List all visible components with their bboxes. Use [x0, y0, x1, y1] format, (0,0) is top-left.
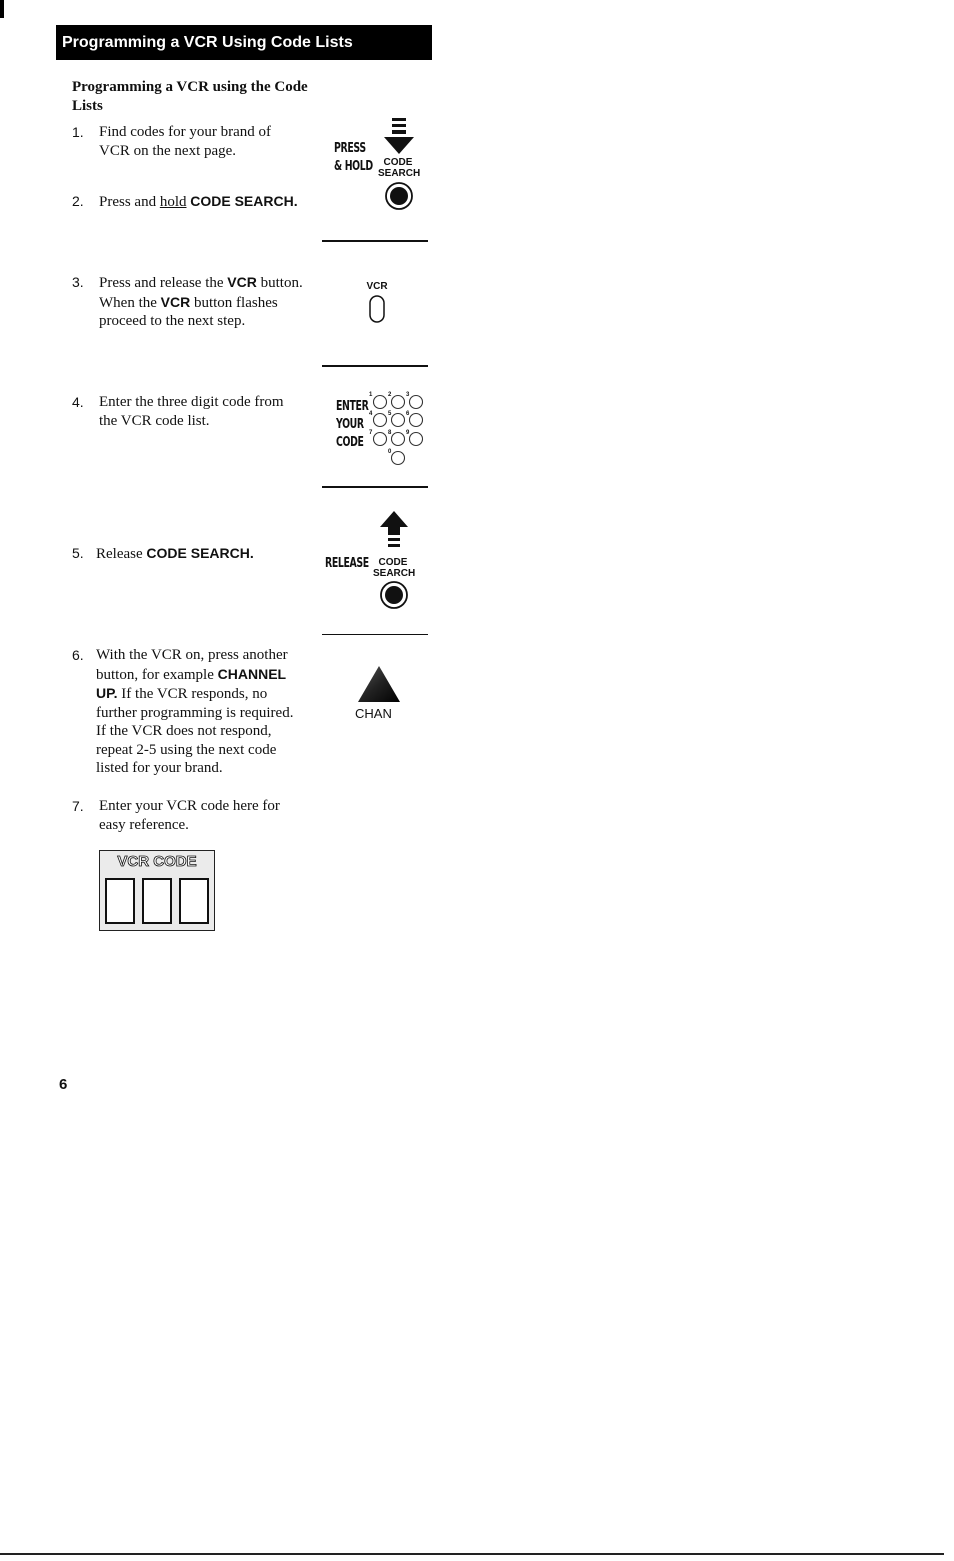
step-number: 2. [72, 193, 84, 209]
text-fragment: Release [96, 546, 147, 562]
arrow-up-icon [378, 510, 410, 550]
step-number: 6. [72, 647, 84, 663]
divider [322, 365, 428, 367]
arrow-down-icon [383, 116, 415, 156]
key-1: 1 [369, 392, 373, 398]
divider [322, 486, 428, 488]
text-fragment: Press and release the [99, 275, 228, 291]
vcr-button-label: VCR [366, 281, 388, 292]
search-label: SEARCH [378, 168, 421, 179]
code-search-label [373, 557, 416, 579]
step-number: 4. [72, 394, 84, 410]
text-fragment: If the VCR responds, no further programming is required. If the VCR does not respond, repeat 2-5 using the next code listed for your brand. [96, 686, 294, 776]
vcr-code-box [99, 850, 215, 931]
button-name: VCR [160, 293, 191, 310]
code-digit-box[interactable] [105, 878, 135, 924]
enter-label: ENTER [336, 399, 369, 414]
text-emphasis: hold [159, 194, 187, 210]
key-8: 8 [388, 430, 392, 436]
margin-mark [0, 0, 4, 18]
bottom-edge-rule [0, 1553, 944, 1555]
step-number: 1. [72, 124, 84, 140]
number-keypad-icon [366, 388, 430, 468]
step-text: Enter the three digit code from the VCR code list. [99, 394, 284, 429]
code-search-label [378, 157, 421, 179]
button-name: CODE SEARCH. [146, 545, 254, 561]
code-search-button-icon [379, 580, 409, 610]
text-fragment: With the VCR on, press another button, for example [96, 647, 288, 683]
vcr-button-icon [368, 294, 386, 324]
page-header-bar [56, 25, 432, 60]
page-header-title: Programming a VCR Using Code Lists [62, 34, 353, 51]
code-label: CODE [383, 157, 413, 168]
step-text [96, 646, 300, 778]
search-label: SEARCH [373, 568, 416, 579]
page-number: 6 [59, 1076, 68, 1093]
key-3: 3 [406, 392, 410, 398]
button-name: VCR [227, 274, 257, 290]
text-fragment: button flashes proceed to the next step. [99, 294, 278, 329]
key-4: 4 [369, 411, 373, 417]
step-text [99, 273, 304, 331]
your-label: YOUR [336, 417, 364, 432]
code-digit-box[interactable] [179, 878, 209, 924]
code-label: CODE [378, 557, 408, 568]
release-text: RELEASE [325, 556, 369, 571]
chan-label: CHAN [355, 706, 392, 721]
vcr-code-title: VCR CODE [117, 853, 197, 870]
hold-label: & HOLD [334, 159, 373, 174]
key-7: 7 [369, 430, 373, 436]
step-text [96, 544, 254, 564]
key-2: 2 [388, 392, 392, 398]
step-text: Find codes for your brand of VCR on the next page. [99, 124, 272, 159]
press-label: PRESS [334, 141, 366, 156]
button-name: CHANNEL UP. [96, 665, 286, 701]
section-title: Programming a VCR using the Code Lists [72, 79, 308, 114]
key-9: 9 [406, 430, 410, 436]
key-6: 6 [406, 411, 410, 417]
channel-up-icon [356, 664, 402, 704]
step-number: 3. [72, 274, 84, 290]
divider [322, 634, 428, 635]
text-fragment: button. When the [99, 275, 303, 311]
code-digit-box[interactable] [142, 878, 172, 924]
divider [322, 240, 428, 242]
code-label: CODE [336, 435, 364, 450]
button-name: CODE SEARCH. [190, 193, 298, 209]
key-5: 5 [388, 411, 392, 417]
text-fragment: Press and [99, 194, 160, 210]
code-search-button-icon [384, 181, 414, 211]
step-number: 7. [72, 798, 84, 814]
step-number: 5. [72, 545, 84, 561]
key-0: 0 [388, 449, 392, 455]
step-text [99, 192, 298, 212]
step-text: Enter your VCR code here for easy reference. [99, 798, 280, 833]
